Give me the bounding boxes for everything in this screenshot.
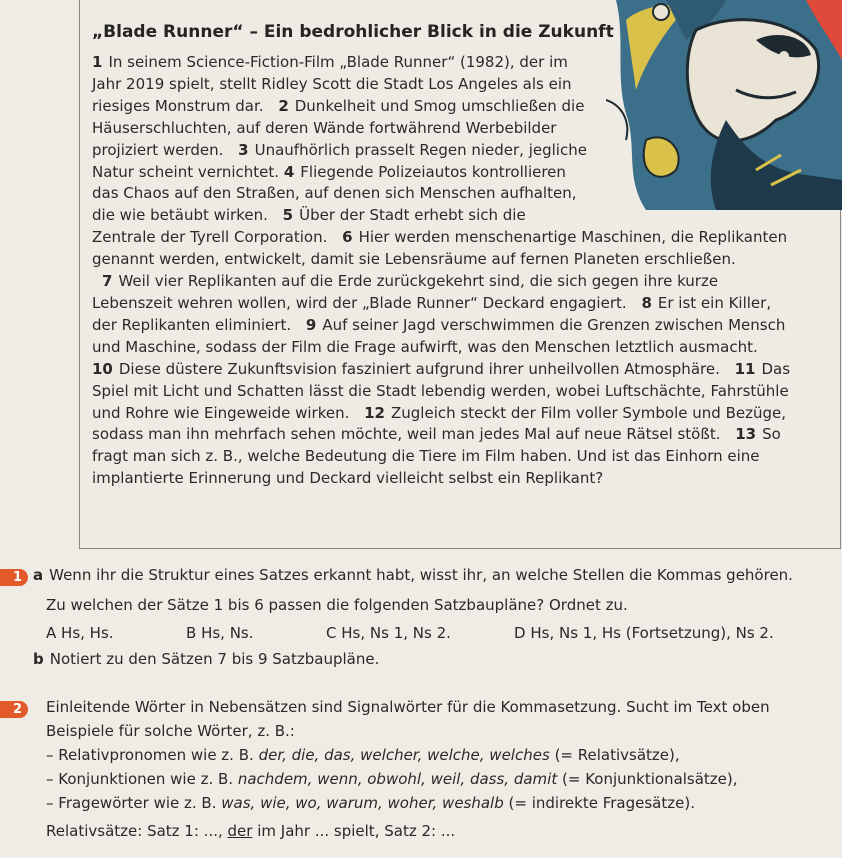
sentence-5: 5 Über der Stadt erhebt sich die Zentrale der Tyrell Corporation. <box>92 206 526 247</box>
sentence-6: 6 Hier werden menschenartige Maschinen, die Replikanten genannt werden, entwickelt, damit sie Lebensräume auf fernen Planeten erschließen. <box>92 228 788 269</box>
article-title: „Blade Runner“ – Ein bedrohlicher Blick in die Zukunft <box>92 22 614 42</box>
task-number: 2 <box>0 701 28 718</box>
option-d: D Hs, Ns 1, Hs (Fortsetzung), Ns 2. <box>514 624 774 642</box>
sentence-13: 13 So fragt man sich z. B., welche Bedeutung die Tiere im Film haben. Und ist das Einhorn eine implantierte Erinnerung und Deckard vielleicht selbst ein Replikant? <box>92 425 781 488</box>
subtask-label: b <box>33 650 44 668</box>
task-text: Notiert zu den Sätzen 7 bis 9 Satzbaupläne. <box>49 650 380 668</box>
task-text: Wenn ihr die Struktur eines Satzes erkannt habt, wisst ihr, an welche Stellen die Kommas gehören. <box>49 566 793 584</box>
sentence-7: 7 Weil vier Replikanten auf die Erde zurückgekehrt sind, die sich gegen ihre kurze Lebenszeit wehren wollen, wird der „Blade Runner“ Deckard engagiert. <box>92 272 719 312</box>
sentence-3: 3 Unaufhörlich prasselt Regen nieder, jegliche Natur scheint vernichtet. <box>92 140 587 181</box>
option-c: C Hs, Ns 1, Ns 2. <box>326 624 451 642</box>
sentence-1: 1 In seinem Science-Fiction-Film „Blade Runner“ (1982), der im Jahr 2019 spielt, stellt Ridley Scott die Stadt Los Angeles als ein riesiges Monstrum dar. <box>92 53 572 115</box>
option-b: B Hs, Ns. <box>186 624 254 642</box>
sentence-12: 12 Zugleich steckt der Film voller Symbole und Bezüge, sodass man ihn mehrfach sehen möchte, weil man jedes Mal auf neue Rätsel stößt. <box>92 403 786 444</box>
sentence-9: 9 Auf seiner Jagd verschwimmen die Grenzen zwischen Mensch und Maschine, sodass der Film die Frage aufwirft, was den Menschen letztlich ausmacht. <box>92 315 786 356</box>
sentence-11: 11 Das Spiel mit Licht und Schatten lässt die Stadt lebendig werden, wobei Luftschächte, Fahrstühle und Rohre wie Eingeweide wirken. <box>92 359 791 422</box>
sentence-4: 4 Fliegende Polizeiautos kontrollieren das Chaos auf den Straßen, auf denen sich Menschen aufhalten, die wie betäubt wirken. <box>92 162 577 225</box>
sentence-2: 2 Dunkelheit und Smog umschließen die Häuserschluchten, auf deren Wände fortwährend Werbebilder projiziert werden. <box>92 96 585 159</box>
list-item: – Fragewörter wie z. B. was, wie, wo, warum, woher, weshalb (= indirekte Fragesätze). <box>46 794 695 812</box>
task-text: Beispiele für solche Wörter, z. B.: <box>46 722 295 740</box>
sentence-8: 8 Er ist ein Killer, der Replikanten eliminiert. <box>92 293 772 334</box>
task-number: 1 <box>0 569 28 586</box>
example-line: Relativsätze: Satz 1: ..., der im Jahr ... spielt, Satz 2: ... <box>46 822 456 840</box>
task-text: Einleitende Wörter in Nebensätzen sind Signalwörter für die Kommasetzung. Sucht im Text oben <box>46 698 770 716</box>
list-item: – Relativpronomen wie z. B. der, die, das, welcher, welche, welches (= Relativsätze), <box>46 746 680 764</box>
sentence-10: 10 Diese düstere Zukunftsvision fasziniert aufgrund ihrer unheilvollen Atmosphäre. <box>92 359 720 378</box>
list-item: – Konjunktionen wie z. B. nachdem, wenn, obwohl, weil, dass, damit (= Konjunktionalsätze), <box>46 770 738 788</box>
option-a: A Hs, Hs. <box>46 624 114 642</box>
task-text: Zu welchen der Sätze 1 bis 6 passen die folgenden Satzbaupläne? Ordnet zu. <box>46 596 628 614</box>
subtask-label: a <box>33 566 44 584</box>
article-body <box>92 52 798 490</box>
